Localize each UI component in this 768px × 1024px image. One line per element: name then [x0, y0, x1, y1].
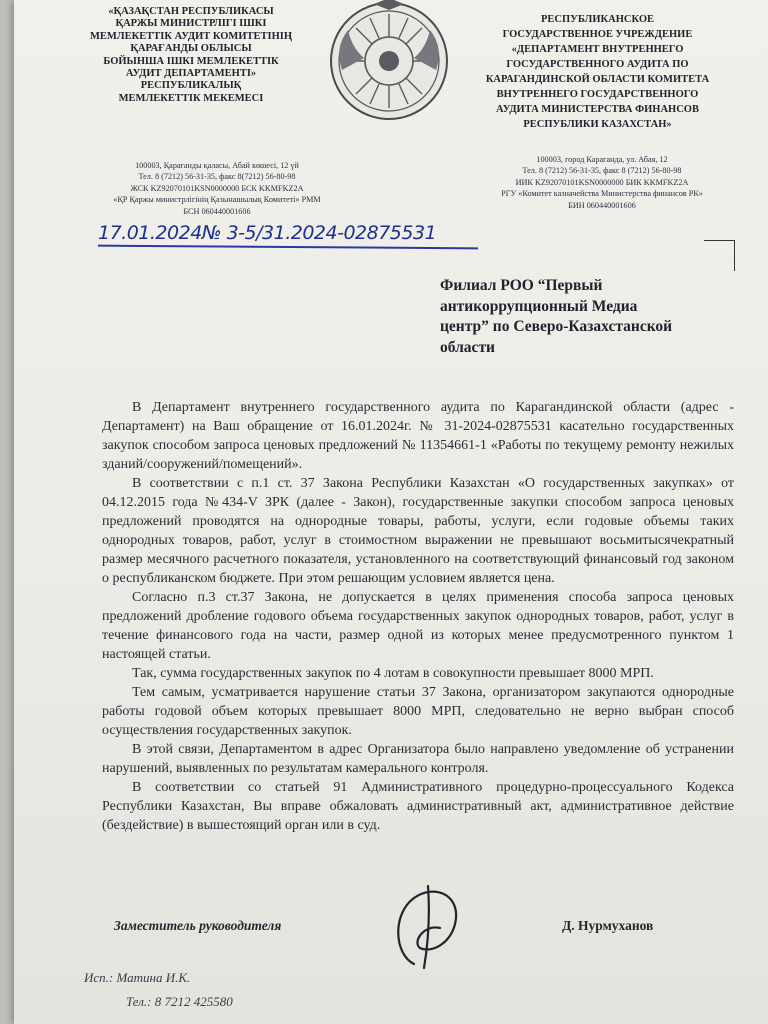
address-line: «ҚР Қаржы министрлігінің Қазынашылық Комитеті» РММ — [113, 195, 321, 205]
address-line: 100003, Қарағанды қаласы, Абай көшесі, 12 үй — [135, 161, 299, 170]
header-russian-line: ГОСУДАРСТВЕННОЕ УЧРЕЖДЕНИЕ — [502, 29, 693, 40]
body-paragraph: В Департамент внутреннего государственного аудита по Карагандинской области (адрес - Департамент) на Ваш обращение от 16.01.2024г. № 31-2024-02875531 касательно государственных закупок способом запроса ценовых предложений № 11354661-1 «Работы по текущему ремонту нежилых зданий/сооружений/помещений». — [102, 400, 734, 472]
header-kazakh-line: АУДИТ ДЕПАРТАМЕНТІ» — [125, 68, 257, 80]
body-paragraph: Согласно п.3 ст.37 Закона, не допускается в целях применения способа запроса ценовых предложений дробление годового объема государственных закупок однородных товаров, работ, услуг в течение финансового года на части, размер одной из которых менее предусмотренного пунктом 1 настоящей статьи. — [102, 590, 734, 662]
recipient-line: области — [440, 338, 495, 356]
recipient-line: антикоррупционный Медиа — [440, 297, 638, 315]
registration-underline — [98, 245, 478, 249]
body-paragraph: В соответствии с п.1 ст. 37 Закона Республики Казахстан «О государственных закупках» от 04.12.2015 года №434-V ЗРК (далее - Закон), государственные закупки способом запроса ценовых предложений проводятся на однородные товары, работы, услуги, если годовые объемы таких однородных товаров, работ, услуг в стоимостном выражении не превышают восьмитысячекратный размер месячного расчетного показателя, установленного на соответствующий финансовый год законом о республиканском бюджете. При этом решающим условием является цена. — [102, 476, 734, 586]
address-line: Тел. 8 (7212) 56-31-35, факс 8(7212) 56-80-98 — [138, 172, 296, 182]
address-line: ИИК KZ92070101KSN0000000 БИК KKMFKZ2A — [515, 177, 689, 187]
document-page — [14, 0, 768, 1024]
header-russian-line: «ДЕПАРТАМЕНТ ВНУТРЕННЕГО — [511, 44, 684, 55]
header-russian-line: РЕСПУБЛИКИ КАЗАХСТАН» — [523, 119, 672, 130]
header-kazakh-line: «ҚАЗАҚСТАН РЕСПУБЛИКАСЫ — [108, 6, 274, 17]
executor-block — [84, 966, 384, 1014]
body-paragraph: В соответствии со статьей 91 Административного процедурно-процессуального Кодекса Республики Казахстан, Вы вправе обжаловать административный акт, административное действие (бездействие) в вышестоящий орган или в суд. — [102, 780, 734, 833]
registration-number-text: 17.01.2024№ 3-5/31.2024-02875531 — [98, 222, 437, 244]
address-line: Тел. 8 (7212) 56-31-35, факс 8 (7212) 56-80-98 — [522, 166, 682, 176]
header-russian — [480, 12, 715, 132]
header-kazakh-line: МЕМЛЕКЕТТІК АУДИТ КОМИТЕТІНІҢ — [89, 30, 293, 42]
executor-phone: Тел.: 8 7212 425580 — [126, 994, 233, 1009]
body-paragraph: Тем самым, усматривается нарушение статьи 37 Закона, организатором закупаются однородные работы годовой объем которых превышает 8000 МРП, следовательно не верно выбран способ осуществления государственных закупок. — [102, 685, 734, 738]
registration-number — [98, 222, 478, 254]
address-kazakh — [102, 160, 332, 217]
header-kazakh-line: РЕСПУБЛИКАЛЫҚ — [140, 80, 242, 92]
header-kazakh-line: ҚАРАҒАНДЫ ОБЛЫСЫ — [130, 43, 252, 55]
executor-name: Исп.: Матина И.К. — [84, 970, 191, 985]
header-russian-line: РЕСПУБЛИКАНСКОЕ — [540, 14, 654, 25]
header-kazakh — [76, 6, 306, 105]
letter-body — [102, 398, 734, 835]
signatory-title: Заместитель руководителя — [114, 918, 282, 933]
recipient-line: центр” по Северо-Казахстанской — [440, 318, 673, 335]
state-emblem-icon — [324, 0, 454, 122]
recipient-block — [440, 276, 740, 358]
address-russian — [482, 154, 722, 211]
header-russian-line: АУДИТА МИНИСТЕРСТВА ФИНАНСОВ — [496, 104, 699, 115]
address-corner-mark — [704, 240, 735, 271]
header-russian-line: ГОСУДАРСТВЕННОГО АУДИТА ПО — [506, 59, 689, 70]
body-paragraph: Так, сумма государственных закупок по 4 лотам в совокупности превышает 8000 МРП. — [132, 666, 654, 681]
address-line: РГУ «Комитет казначейства Министерства финансов РК» — [501, 189, 703, 199]
header-russian-line: КАРАГАНДИНСКОЙ ОБЛАСТИ КОМИТЕТА — [485, 74, 710, 85]
handwritten-signature — [384, 884, 474, 970]
header-kazakh-line: МЕМЛЕКЕТТІК МЕКЕМЕСІ — [118, 92, 264, 104]
address-line: БСН 060440001606 — [183, 206, 251, 216]
recipient-line: Филиал РОО “Первый — [440, 277, 603, 294]
address-line: БИН 060440001606 — [568, 200, 636, 210]
address-line: ЖСК KZ92070101KSN0000000 БСК KKMFKZ2A — [130, 183, 304, 193]
header-kazakh-line: БОЙЫНША ІШКІ МЕМЛЕКЕТТІК — [103, 55, 279, 67]
signatory-name: Д. Нурмуханов — [562, 918, 654, 933]
header-kazakh-line: ҚАРЖЫ МИНИСТРЛІГІ ІШКІ — [115, 18, 267, 30]
address-line: 100003, город Караганда, ул. Абая, 12 — [536, 155, 668, 164]
header-russian-line: ВНУТРЕННЕГО ГОСУДАРСТВЕННОГО — [496, 89, 699, 100]
body-paragraph: В этой связи, Департаментом в адрес Организатора было направлено уведомление об устранении нарушений, выявленных по результатам камерального контроля. — [102, 742, 734, 776]
